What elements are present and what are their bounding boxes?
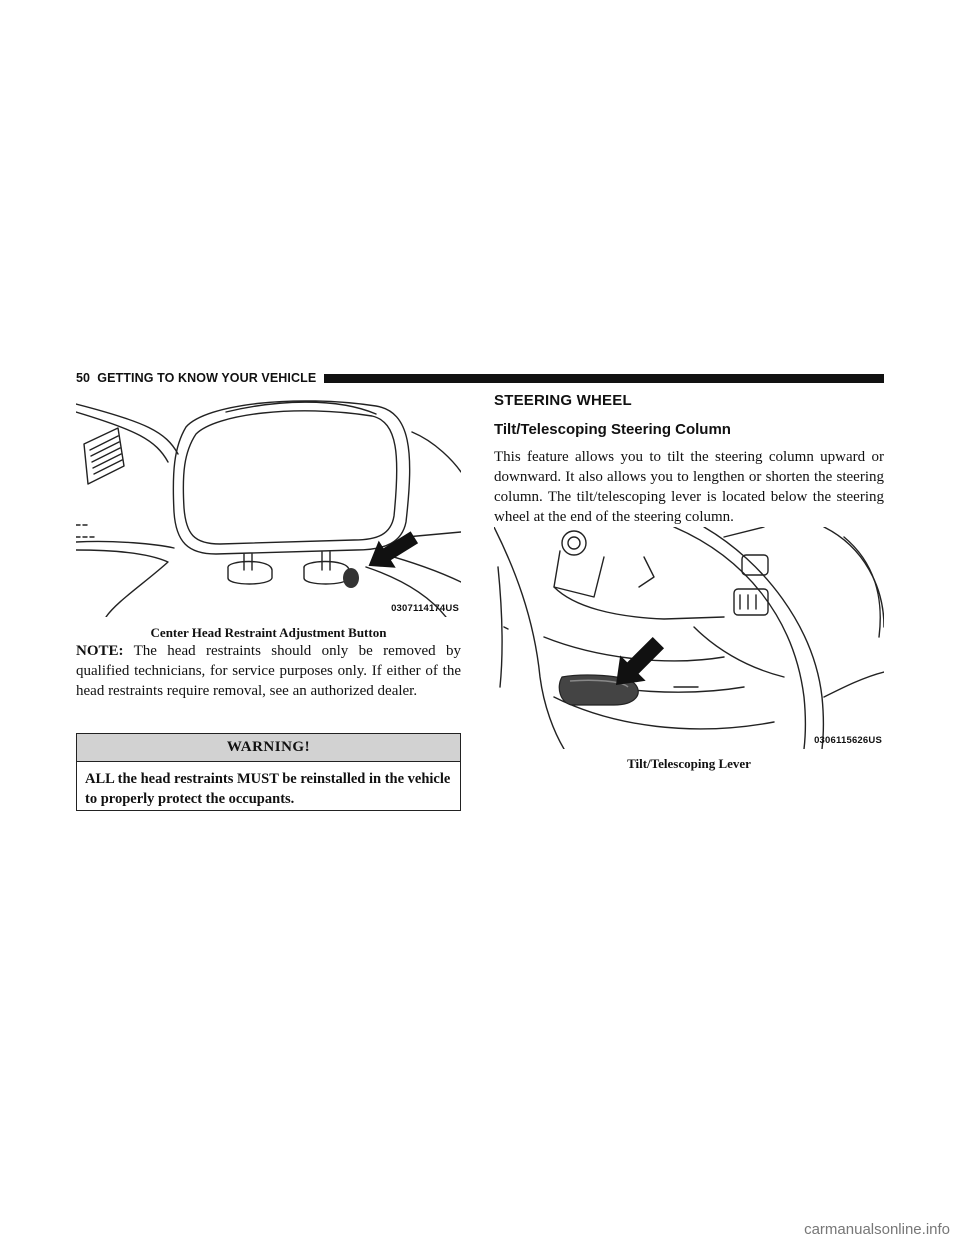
page-number: 50 xyxy=(76,371,91,385)
steering-lever-illustration xyxy=(494,527,884,749)
warning-text: ALL the head restraints MUST be reinstalled in the vehicle to properly protect the occupants. xyxy=(85,771,451,807)
head-restraint-figure xyxy=(76,392,461,617)
header-rule xyxy=(324,374,884,383)
steering-paragraph: This feature allows you to tilt the steering column upward or downward. It also allows you to lengthen or shorten the steering column. The tilt/telescoping lever is located below the steering wheel at the end of the steering column. xyxy=(494,449,884,525)
page-header xyxy=(76,370,884,386)
note-label: NOTE: xyxy=(76,643,124,659)
head-restraint-illustration xyxy=(76,392,461,617)
note-paragraph xyxy=(76,641,461,701)
steering-lever-figure xyxy=(494,527,884,749)
figure-caption: Center Head Restraint Adjustment Button xyxy=(150,625,387,640)
subsection-title: Tilt/Telescoping Steering Column xyxy=(494,421,731,438)
figure-id: 0307114174US xyxy=(391,603,459,614)
section-name: GETTING TO KNOW YOUR VEHICLE xyxy=(97,371,317,385)
note-text: The head restraints should only be removed by qualified technicians, for service purposes only. If either of the head restraints require removal, see an authorized dealer. xyxy=(76,643,461,699)
warning-title: WARNING! xyxy=(77,734,460,762)
section-title: STEERING WHEEL xyxy=(494,392,632,409)
page-header-text xyxy=(76,371,324,385)
watermark: carmanualsonline.info xyxy=(804,1221,950,1238)
figure-id: 0306115626US xyxy=(814,735,882,746)
warning-box xyxy=(76,733,461,811)
figure-caption: Tilt/Telescoping Lever xyxy=(627,756,751,771)
